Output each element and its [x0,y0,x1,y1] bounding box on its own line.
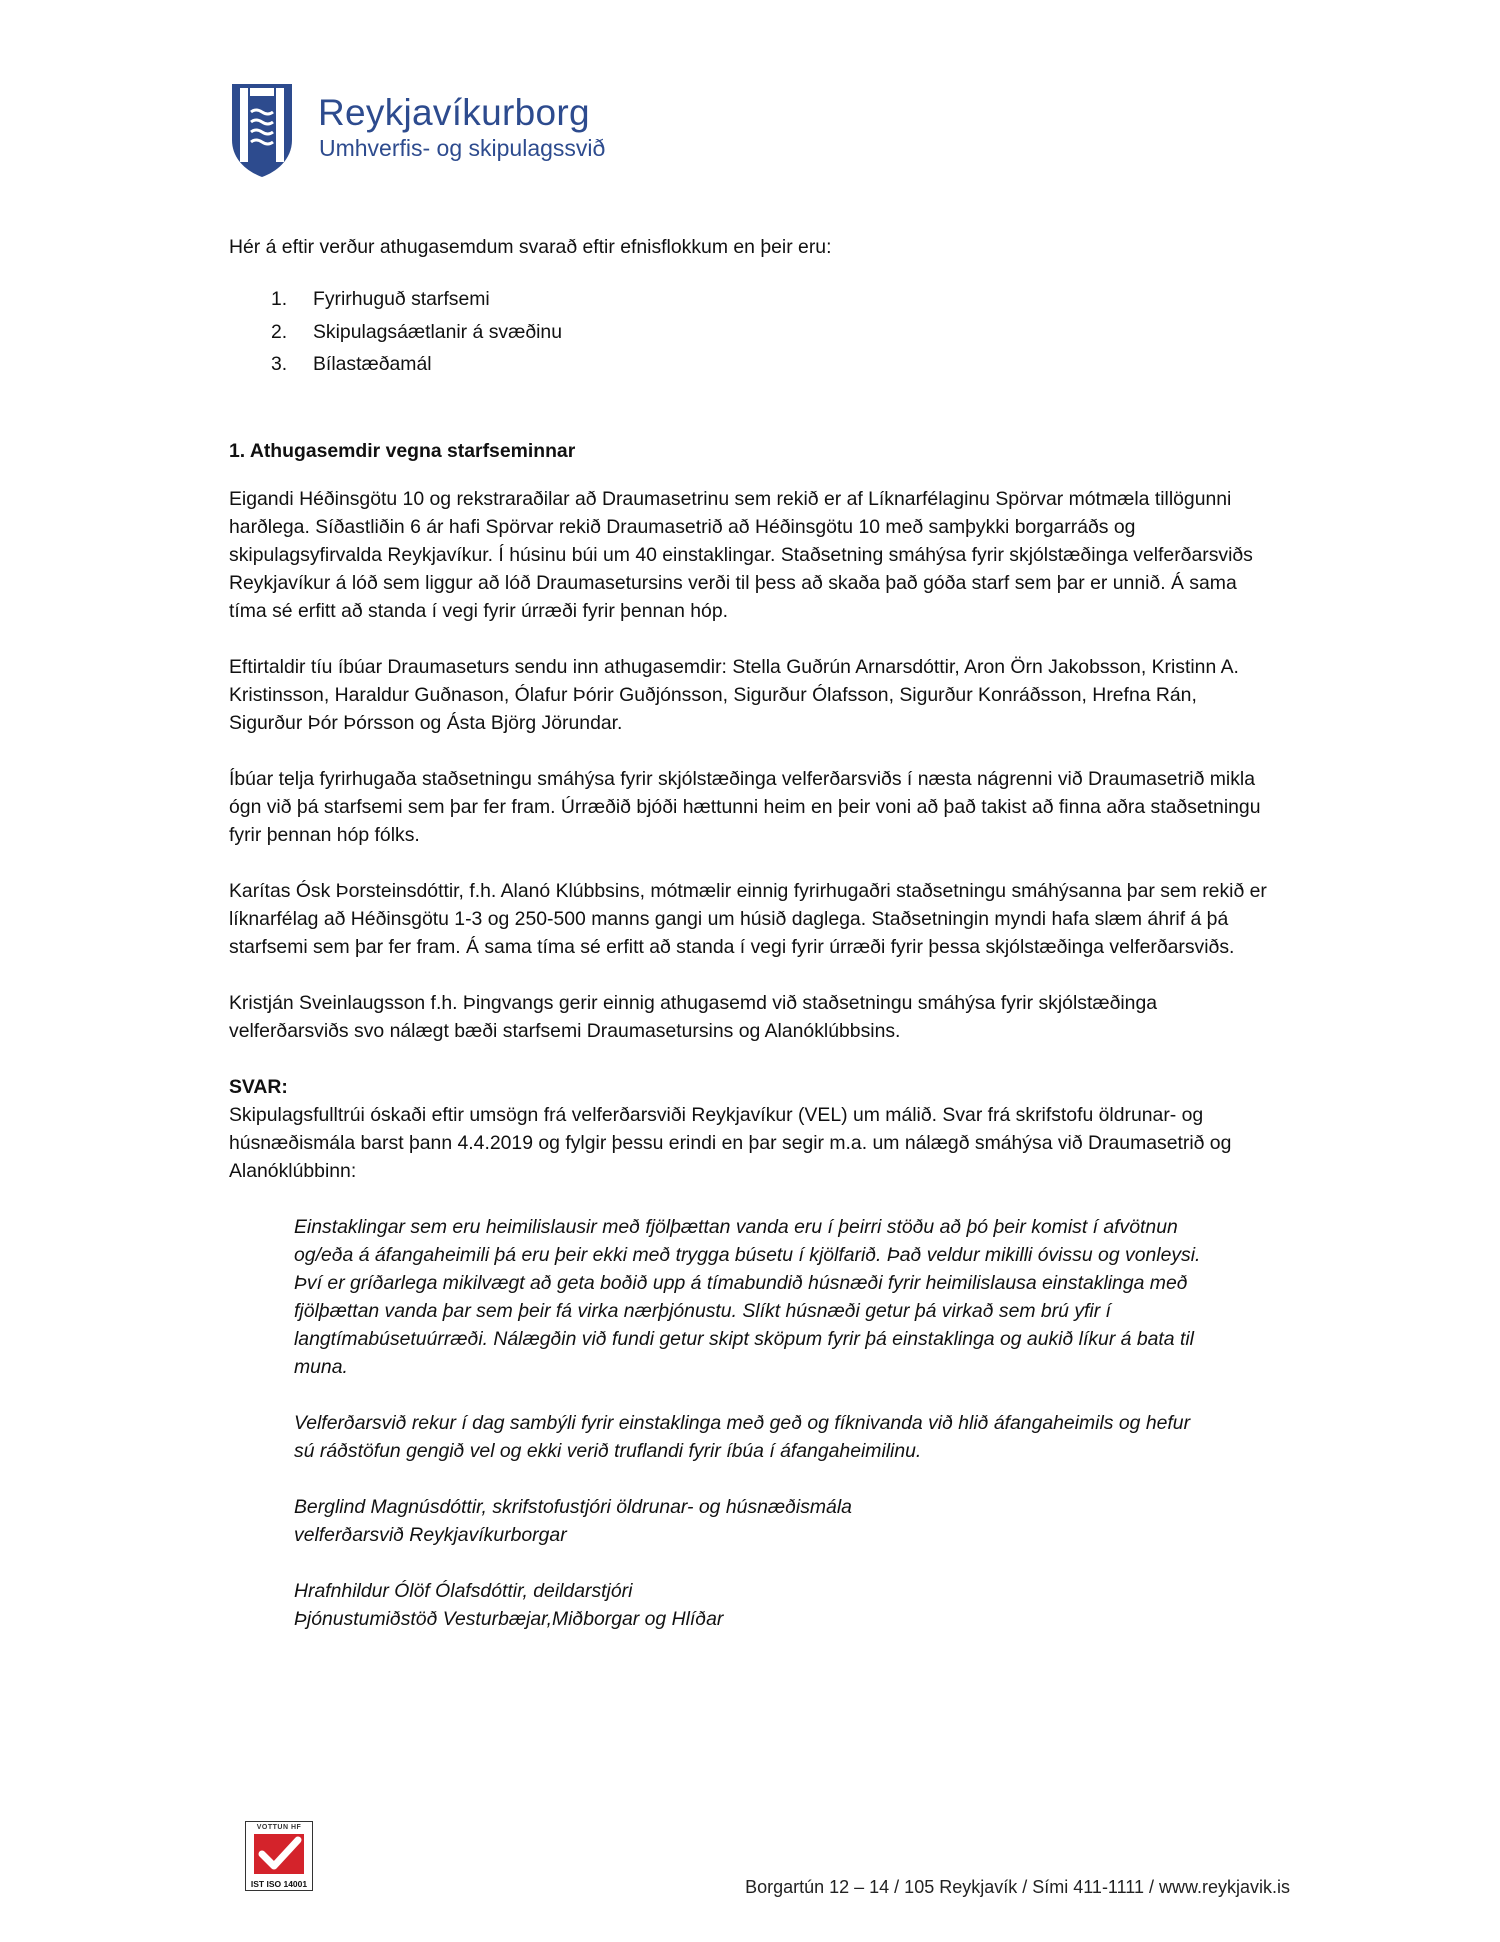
iso-certification-badge [245,1821,313,1891]
city-crest-icon [230,82,294,178]
dept-name: Umhverfis- og skipulagssvið [319,135,606,161]
quote-paragraph: Einstaklingar sem eru heimilislausir með fjölþættan vanda eru í þeirri stöðu að þó þeir komist í afvötnun og/eða á áfangaheimili þá eru þeir ekki með trygga búsetu í kjölfarið. Það veldur mikilli óvissu og vonleysi. Því er gríðarlega mikilvægt að geta boðið upp á tímabundið húsnæði fyrir heimilislausa einstaklinga með fjölþættan vanda þar sem þeir fá virka nærþjónustu. Slíkt húsnæði getur þá virkað sem brú yfir í langtímabúsetuúrræði. Nálægðin við fundi getur skipt sköpum fyrir þá einstaklinga og aukið líkur á bata til muna. [294,1215,1201,1378]
paragraph: Eftirtaldir tíu íbúar Draumaseturs sendu inn athugasemdir: Stella Guðrún Arnarsdóttir, Aron Örn Jakobsson, Kristinn A. Kristinsson, Haraldur Guðnason, Ólafur Þórir Guðjónsson, Sigurður Ólafsson, Sigurður Konráðsson, Hrefna Rán, Sigurður Þór Þórsson og Ásta Björg Jörundar. [229,655,1239,734]
paragraph: Kristján Sveinlaugsson f.h. Þingvangs gerir einnig athugasemd við staðsetningu smáhýsa fyrir skjólstæðinga velferðarsviðs svo nálægt bæði starfsemi Draumasetursins og Alanóklúbbsins. [229,991,1158,1042]
footer-address: Borgartún 12 – 14 / 105 Reykjavík / Sími 411-1111 / www.reykjavik.is [745,1877,1290,1897]
quote-paragraph: Velferðarsvið rekur í dag sambýli fyrir einstaklinga með geð og fíknivanda við hlið áfangaheimils og hefur sú ráðstöfun gengið vel og ekki verið truflandi fyrir íbúa í áfangaheimilinu. [294,1411,1191,1462]
list-number: 3. [271,353,288,375]
list-item [229,283,1269,316]
paragraph: Karítas Ósk Þorsteinsdóttir, f.h. Alanó Klúbbsins, mótmælir einnig fyrirhugaðri staðsetningu smáhýsanna þar sem rekið er líknarfélag að Héðinsgötu 1-3 og 250-500 manns gangi um húsið daglega. Staðsetningin myndi hafa slæm áhrif á þá starfsemi sem þar fer fram. Á sama tíma sé erfitt að standa í vegi fyrir úrræði fyrir þessa skjólstæðinga velferðarsviðs. [229,879,1267,958]
badge-bottom-text: IST ISO 14001 [246,1879,312,1889]
checkmark-icon [254,1834,304,1874]
list-label: Bílastæðamál [313,353,432,375]
document-body [229,233,1269,1633]
section-heading: 1. Athugasemdir vegna starfseminnar [229,439,576,462]
topic-list [229,283,1269,381]
badge-red-panel [254,1834,304,1874]
signature-name: Berglind Magnúsdóttir, skrifstofustjóri öldrunar- og húsnæðismála [294,1495,852,1518]
list-number: 1. [271,288,288,310]
signature [294,1577,1214,1633]
signature [294,1493,1214,1549]
quoted-statement [294,1213,1214,1633]
signature-name: Hrafnhildur Ólöf Ólafsdóttir, deildarstjóri [294,1579,633,1602]
list-item [229,348,1269,381]
paragraph: Eigandi Héðinsgötu 10 og rekstraraðilar að Draumasetrinu sem rekið er af Líknarfélaginu Spörvar mótmæla tillögunni harðlega. Síðastliðin 6 ár hafi Spörvar rekið Draumasetrið að Héðinsgötu 10 með samþykki borgarráðs og skipulagsyfirvalda Reykjavíkur. Í húsinu búi um 40 einstaklingar. Staðsetning smáhýsa fyrir skjólstæðinga velferðarsviðs Reykjavíkur á lóð sem liggur að lóð Draumasetursins verði til þess að skaða það góða starf sem þar er unnið. Á sama tíma sé erfitt að standa í vegi fyrir úrræði fyrir þennan hóp. [229,487,1253,622]
badge-top-text: VOTTUN HF [256,1824,302,1831]
signature-org: Þjónustumiðstöð Vesturbæjar,Miðborgar og Hlíðar [294,1607,724,1630]
intro-text: Hér á eftir verður athugasemdum svarað eftir efnisflokkum en þeir eru: [229,236,832,258]
list-number: 2. [271,320,288,343]
list-item [229,316,1269,349]
paragraph: Íbúar telja fyrirhugaða staðsetningu smáhýsa fyrir skjólstæðinga velferðarsviðs í næsta nágrenni við Draumasetrið mikla ógn við þá starfsemi sem þar fer fram. Úrræðið bjóði hættunni heim en þeir voni að það takist að finna aðra staðsetningu fyrir þennan hóp fólks. [229,767,1261,846]
list-label: Skipulagsáætlanir á svæðinu [313,320,562,343]
header-logo [230,82,630,182]
list-label: Fyrirhuguð starfsemi [313,288,490,310]
answer-text: Skipulagsfulltrúi óskaði eftir umsögn frá velferðarsviði Reykjavíkur (VEL) um málið. Svar frá skrifstofu öldrunar- og húsnæðismála barst þann 4.4.2019 og fylgir þessu erindi en þar segir m.a. um nálægð smáhýsa við Draumasetrið og Alanóklúbbinn: [229,1103,1232,1182]
signature-org: velferðarsvið Reykjavíkurborgar [294,1523,567,1546]
org-name: Reykjavíkurborg [318,92,590,133]
answer-label: SVAR: [229,1075,288,1098]
